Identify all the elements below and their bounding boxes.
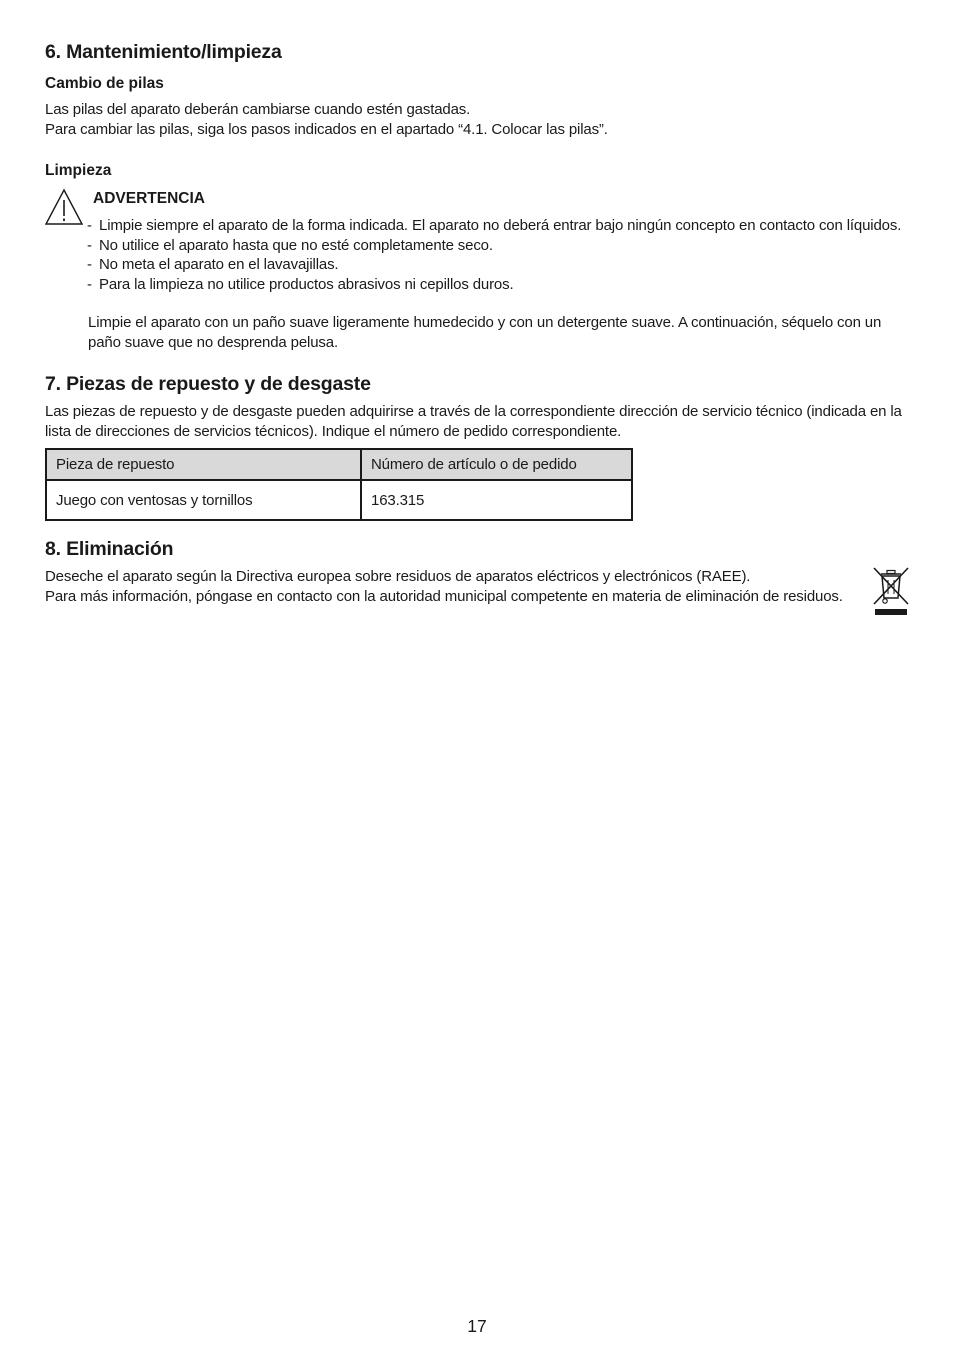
warning-list [87,216,910,294]
table-header-cell: Número de artículo o de pedido [361,449,632,480]
battery-line-1: Las pilas del aparato deberán cambiarse cuando estén gastadas. [45,101,471,118]
table-header-row [46,449,632,480]
section-8-heading: 8. Eliminación [45,538,174,560]
warning-item: - Limpie siempre el aparato de la forma indicada. El aparato no deberá entrar bajo ningún concepto en contacto con líquidos. [87,216,910,236]
warning-item: - No utilice el aparato hasta que no esté completamente seco. [87,236,910,256]
battery-subheading: Cambio de pilas [45,75,164,92]
spare-parts-paragraph: Las piezas de repuesto y de desgaste pueden adquirirse a través de la correspondiente dirección de servicio técnico (indicada en la lista de direcciones de servicios técnicos). Indique el número de pedido correspondiente. [45,403,902,440]
crossed-out-wheelie-bin-icon [871,565,911,617]
table-header-cell: Pieza de repuesto [46,449,361,480]
cleaning-instructions: Limpie el aparato con un paño suave ligeramente humedecido y con un detergente suave. A continuación, séquelo con un paño suave que no desprenda pelusa. [88,314,882,351]
disposal-line-2: Para más información, póngase en contacto con la autoridad municipal competente en materia de eliminación de residuos. [45,588,843,605]
section-7-heading: 7. Piezas de repuesto y de desgaste [45,373,371,395]
table-row [46,480,632,520]
table-cell: Juego con ventosas y tornillos [46,480,361,520]
spare-parts-table [45,448,633,521]
battery-line-2: Para cambiar las pilas, siga los pasos indicados en el apartado “4.1. Colocar las pilas”. [45,121,608,138]
warning-title: ADVERTENCIA [93,190,205,207]
warning-item: - No meta el aparato en el lavavajillas. [87,255,910,275]
section-6-heading: 6. Mantenimiento/limpieza [45,41,282,63]
table-cell: 163.315 [361,480,632,520]
warning-item: - Para la limpieza no utilice productos abrasivos ni cepillos duros. [87,275,910,295]
cleaning-subheading: Limpieza [45,162,112,179]
warning-triangle-icon [45,188,83,226]
page-number: 17 [467,1316,487,1336]
disposal-line-1: Deseche el aparato según la Directiva europea sobre residuos de aparatos eléctricos y electrónicos (RAEE). [45,568,751,585]
